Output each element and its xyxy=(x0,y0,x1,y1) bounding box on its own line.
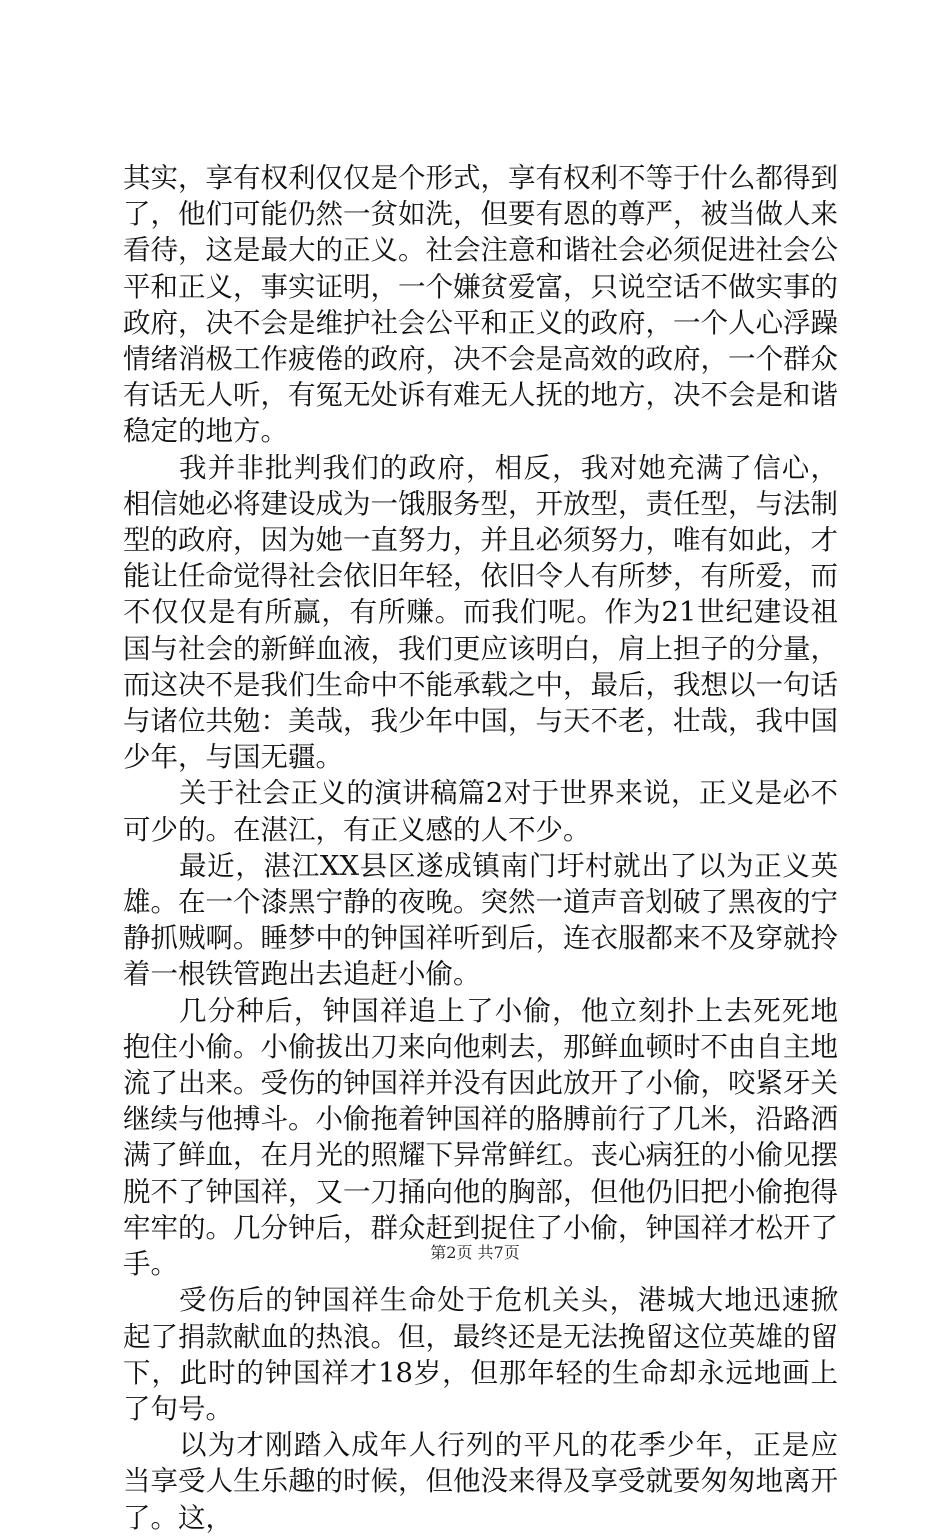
paragraph-2: 我并非批判我们的政府，相反，我对她充满了信心，相信她必将建设成为一饿服务型，开放型，责任型，与法制型的政府，因为她一直努力，并且必须努力，唯有如此，才能让任命觉得社会依旧年轻，依旧令人有所梦，有所爱，而不仅仅是有所赢，有所赚。而我们呢。作为21世纪建设祖国与社会的新鲜血液，我们更应该明白，肩上担子的分量，而这决不是我们生命中不能承载之中，最后，我想以一句话与诸位共勉：美哉，我少年中国，与天不老，壮哉，我中国少年，与国无疆。 xyxy=(123,451,838,774)
paragraph-1: 其实，享有权利仅仅是个形式，享有权利不等于什么都得到了，他们可能仍然一贫如洗，但要有恩的尊严，被当做人来看待，这是最大的正义。社会注意和谐社会必须促进社会公平和正义，事实证明，一个嫌贫爱富，只说空话不做实事的政府，决不会是维护社会公平和正义的政府，一个人心浮躁情绪消极工作疲倦的政府，决不会是高效的政府，一个群众有话无人听，有冤无处诉有难无人抚的地方，决不会是和谐稳定的地方。 xyxy=(123,162,838,448)
paragraph-6: 受伤后的钟国祥生命处于危机关头，港城大地迅速掀起了捐款献血的热浪。但，最终还是无法挽留这位英雄的留下，此时的钟国祥才18岁，但那年轻的生命却永远地画上了句号。 xyxy=(123,1284,838,1425)
paragraph-3: 关于社会正义的演讲稿篇2对于世界来说，正义是必不可少的。在湛江，有正义感的人不少。 xyxy=(123,777,838,846)
paragraph-4: 最近，湛江XX县区遂成镇南门圩村就出了以为正义英雄。在一个漆黑宁静的夜晚。突然一道声音划破了黑夜的宁静抓贼啊。睡梦中的钟国祥听到后，连衣服都来不及穿就拎着一根铁管跑出去追赶小偷。 xyxy=(123,849,838,991)
paragraph-7: 以为才刚踏入成年人行列的平凡的花季少年，正是应当享受人生乐趣的时候，但他没来得及享受就要匆匆地离开了。这， xyxy=(123,1429,838,1534)
document-body xyxy=(123,160,838,1536)
paragraph-5: 几分种后，钟国祥追上了小偷，他立刻扑上去死死地抱住小偷。小偷拔出刀来向他刺去，那鲜血顿时不由自主地流了出来。受伤的钟国祥并没有因此放开了小偷，咬紧牙关继续与他搏斗。小偷拖着钟国祥的胳膊前行了几米，沿路洒满了鲜血，在月光的照耀下异常鲜红。丧心病狂的小偷见摆脱不了钟国祥，又一刀捅向他的胸部，但他仍旧把小偷抱得牢牢的。几分钟后，群众赶到捉住了小偷，钟国祥才松开了手。 xyxy=(123,994,838,1281)
page-number-footer: 第2页 共7页 xyxy=(430,1243,520,1262)
